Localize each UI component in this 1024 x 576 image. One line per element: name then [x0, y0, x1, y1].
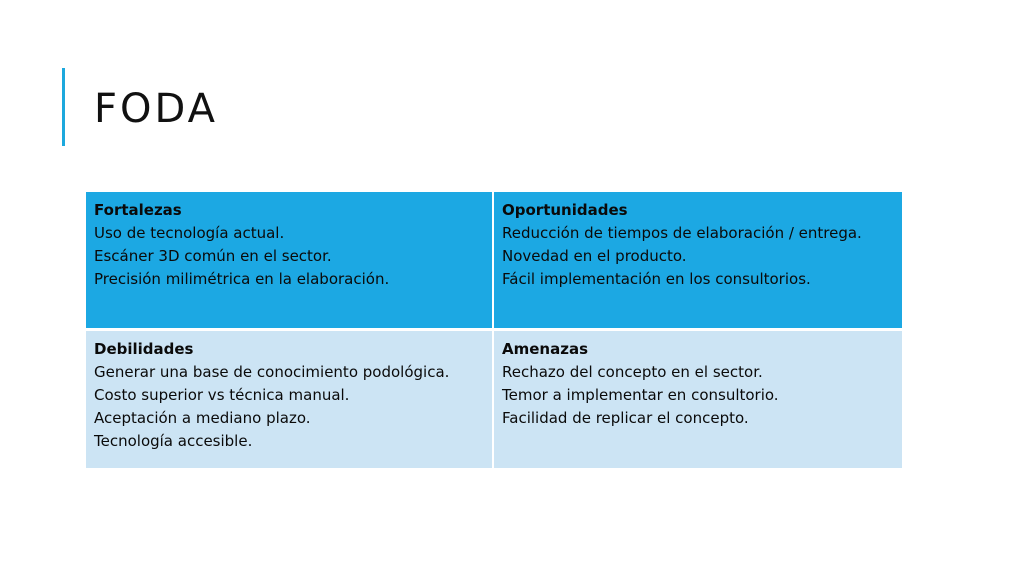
foda-table	[86, 192, 902, 468]
slide-title: FODA	[94, 86, 218, 132]
debilidades-heading: Debilidades	[94, 340, 194, 358]
oportunidades-item: Fácil implementación en los consultorios.	[502, 270, 811, 288]
title-accent-bar	[62, 68, 65, 146]
cell-fortalezas	[86, 192, 492, 328]
debilidades-item: Generar una base de conocimiento podológica.	[94, 363, 450, 381]
amenazas-item: Facilidad de replicar el concepto.	[502, 409, 749, 427]
oportunidades-item: Reducción de tiempos de elaboración / entrega.	[502, 224, 862, 242]
debilidades-item: Costo superior vs técnica manual.	[94, 386, 350, 404]
fortalezas-item: Escáner 3D común en el sector.	[94, 247, 332, 265]
debilidades-item: Tecnología accesible.	[94, 432, 253, 450]
fortalezas-item: Uso de tecnología actual.	[94, 224, 285, 242]
amenazas-item: Temor a implementar en consultorio.	[502, 386, 779, 404]
fortalezas-heading: Fortalezas	[94, 201, 182, 219]
cell-debilidades	[86, 331, 492, 468]
cell-amenazas	[494, 331, 902, 468]
amenazas-item: Rechazo del concepto en el sector.	[502, 363, 763, 381]
fortalezas-item: Precisión milimétrica en la elaboración.	[94, 270, 390, 288]
cell-oportunidades	[494, 192, 902, 328]
debilidades-item: Aceptación a mediano plazo.	[94, 409, 311, 427]
oportunidades-item: Novedad en el producto.	[502, 247, 687, 265]
amenazas-heading: Amenazas	[502, 340, 588, 358]
oportunidades-heading: Oportunidades	[502, 201, 628, 219]
